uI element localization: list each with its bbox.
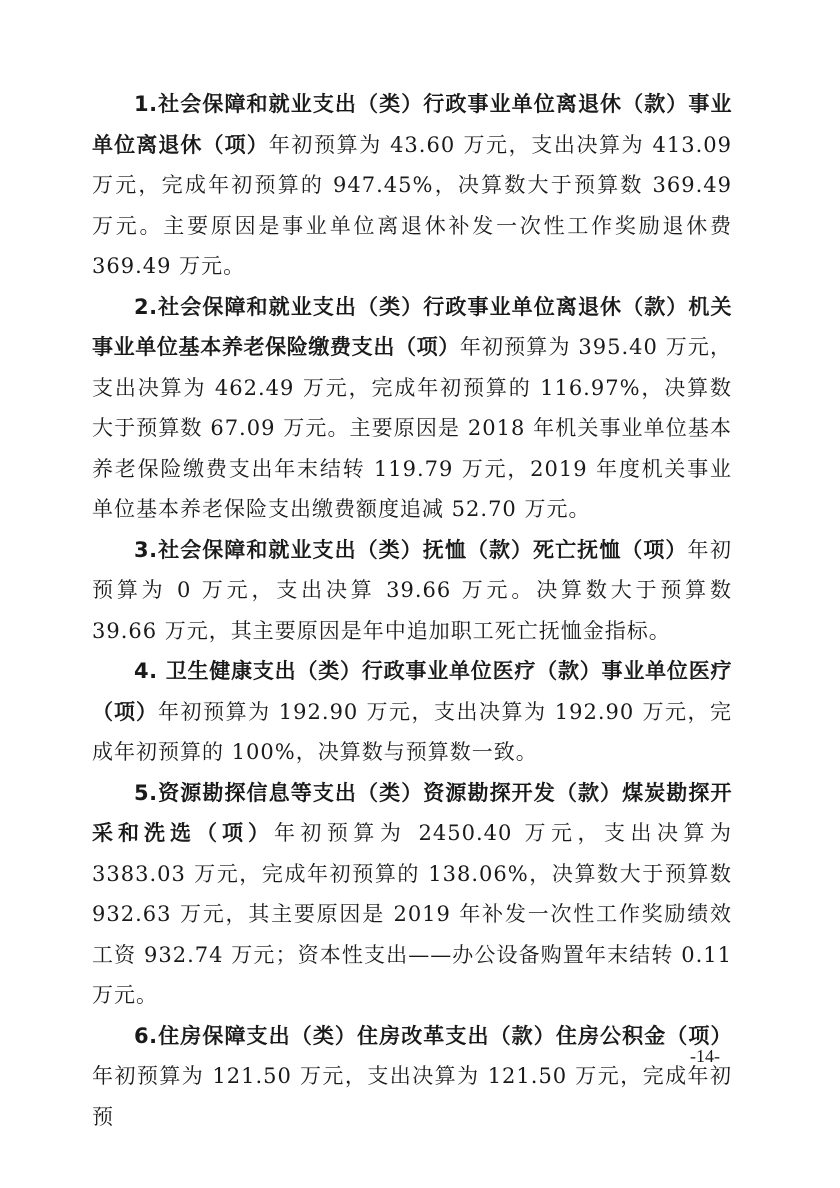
paragraph-body: 年初预算为 2450.40 万元，支出决算为 3383.03 万元，完成年初预算的 138.06%，决算数大于预算数 932.63 万元，其主要原因是 2019 年补发一次性工作奖励绩效工资 932.74 万元；资本性支出——办公设备购置年末结转 0.11 万元。 [92,821,732,1007]
page-number: -14- [690,1046,720,1066]
paragraph-heading: 4. 卫生健康支出（类）行政事业单位医疗（款）事业单位医疗（项） [92,659,732,724]
paragraph-heading: 6.住房保障支出（类）住房改革支出（款）住房公积金（项） [134,1023,732,1048]
paragraph-1 [92,84,732,287]
paragraph-body: 年初预算为 43.60 万元，支出决算为 413.09 万元，完成年初预算的 947.45%，决算数大于预算数 369.49 万元。主要原因是事业单位离退休补发一次性工作奖励退休费 369.49 万元。 [92,132,733,278]
paragraph-heading: 2.社会保障和就业支出（类）行政事业单位离退休（款）机关事业单位基本养老保险缴费支出（项） [92,294,732,359]
paragraph-6 [92,1016,732,1138]
document-page [92,84,732,1137]
paragraph-5 [92,773,732,1016]
paragraph-body: 年初预算为 0 万元，支出决算 39.66 万元。决算数大于预算数 39.66 万元，其主要原因是年中追加职工死亡抚恤金指标。 [92,537,733,643]
paragraph-heading: 1.社会保障和就业支出（类）行政事业单位离退休（款）事业单位离退休（项） [92,92,732,157]
paragraph-body: 年初预算为 192.90 万元，支出决算为 192.90 万元，完成年初预算的 100%，决算数与预算数一致。 [92,699,732,764]
paragraph-body: 年初预算为 395.40 万元，支出决算为 462.49 万元，完成年初预算的 116.97%，决算数大于预算数 67.09 万元。主要原因是 2018 年机关事业单位基本养老保险缴费支出年末结转 119.79 万元，2019 年度机关事业单位基本养老保险支出缴费额度追减 52.70 万元。 [92,335,732,521]
paragraph-heading: 3.社会保障和就业支出（类）抚恤（款）死亡抚恤（项） [134,537,688,562]
paragraph-2 [92,287,732,530]
paragraph-heading: 5.资源勘探信息等支出（类）资源勘探开发（款）煤炭勘探开采和洗选（项） [92,780,732,845]
paragraph-4 [92,651,732,773]
paragraph-body: 年初预算为 121.50 万元，支出决算为 121.50 万元，完成年初预 [92,1064,732,1129]
paragraph-3 [92,530,732,652]
